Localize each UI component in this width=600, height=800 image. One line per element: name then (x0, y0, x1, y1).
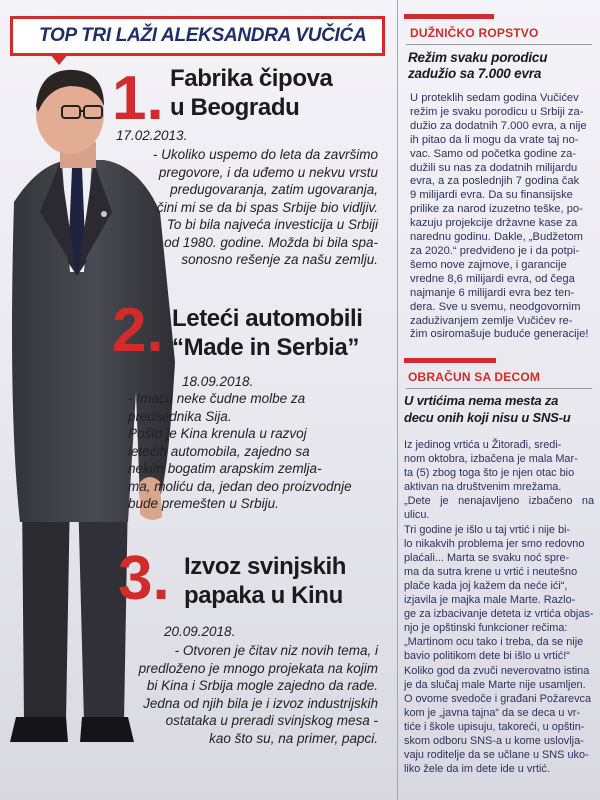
sidebar-column (397, 0, 600, 800)
section-1-rule (406, 44, 592, 45)
item-2-quote: - Imaću neke čudne molbe za predsednika Sija. Pošto je Kina krenula u razvoj letećih automobila, zajedno sa nekim bogatim arapskim zemlja- ma, moliću da, jedan deo proizvodnje bude premešten u Srbiju. (128, 391, 352, 511)
headline: TOP TRI LAŽI ALEKSANDRA VUČIĆA (39, 25, 367, 46)
item-1-number: 1. (112, 64, 164, 133)
item-1-date: 17.02.2013. (116, 128, 188, 143)
section-2-rule (406, 388, 592, 389)
item-2-title: Leteći automobili “Made in Serbia” (172, 305, 363, 361)
section-2-subhead: U vrtićima nema mesta za decu onih koji nisu u SNS-u (404, 393, 571, 425)
section-1-body: U proteklih sedam godina Vučićev režim je svaku porodicu u Srbiji za- dužio za dodatnih 7.000 evra, a nije ih pitao da li mogu da vrate taj no- vac. Samo od početka godine za- dužili su nas za dodatnih milijardu evra, a za poslednjih 7 godina čak 9 milijardi evra. Da su finansijske prilike za narod izuzetno teške, po- kazuju projekcije državne kase za narednu godinu. Dakle, „Budžetom za 2020.“ predviđeno je i da potpi- šemo nove zajmove, i garancije vredne 8,6 milijardi evra, od čega najmanje 6 milijardi evra bez ten- dera. Sve u svemu, neodgovornim zaduživanjem zemlje Vučićev re- žim osiromašuje buduće generacije! (410, 92, 589, 341)
item-3-title: Izvoz svinjskih papaka u Kinu (184, 553, 347, 609)
item-2-number: 2. (112, 296, 164, 365)
item-3-date: 20.09.2018. (164, 624, 236, 639)
section-1-subhead: Režim svaku porodicu zadužio sa 7.000 evra (408, 50, 548, 81)
item-3-quote: - Otvoren je čitav niz novih tema, i predloženo je mnogo projekata na kojim bi Kina i Srbija mogle zajedno da rade. Jedna od njih bila je i izvoz industrijskih ostataka u preradi svinjskog mesa - kao što su, na primer, papci. (138, 643, 378, 746)
item-1-title: Fabrika čipova u Beogradu (170, 65, 333, 121)
headline-box (10, 16, 385, 56)
item-1-quote: - Ukoliko uspemo do leta da završimo pregovore, i da uđemo u nekvu vrstu predugovaranja, zatim ugovaranja, čini mi se da bi spas Srbije bio vidljiv. To bi bila najveća investicija u Srbiji od 1980. godine. Možda bi bila spa- sonosno rešenje za našu zemlju. (152, 147, 378, 267)
item-3-number: 3. (118, 544, 170, 613)
section-2-bar (404, 358, 496, 363)
item-2-date: 18.09.2018. (182, 374, 254, 389)
section-1-bar (404, 14, 494, 19)
section-2-body: Iz jedinog vrtića u Žitorađi, sredi- nom oktobra, izbačena je mala Mar- ta (5) zbog toga što je njen otac bio aktivan na društvenim mrežama. „Dete je nenajavljeno izbačeno na ulicu. Tri godine je išlo u taj vrtić i nije bi- lo nikakvih problema jer smo redovno plaćali... Marta se svaku noć spre- ma da sutra krene u vrtić i neutešno plače kada joj kažem da neće ići“, izjavila je majka male Marte. Razlo- ge za izbacivanje deteta iz vrtića objas- njo je opštinski funkcioner rečima: „Martinom ocu tako i treba, da se nije bavio politikom dete bi išlo u vrtić!“ Koliko god da zvuči neverovatno istina je da slučaj male Marte nije usamljen. O ovome svedoče i građani Požarevca kom je „javna tajna“ da se deca u vr- tiće i škole upisuju, takoreći, u opštin- skom odboru SNS-a u kome uslovlja- vaju roditelje da se učlane u SNS uko- liko žele da im dete ide u vrtić. (404, 439, 594, 776)
section-2-kicker: OBRAČUN SA DECOM (408, 370, 541, 384)
section-1-kicker: DUŽNIČKO ROPSTVO (410, 26, 539, 40)
